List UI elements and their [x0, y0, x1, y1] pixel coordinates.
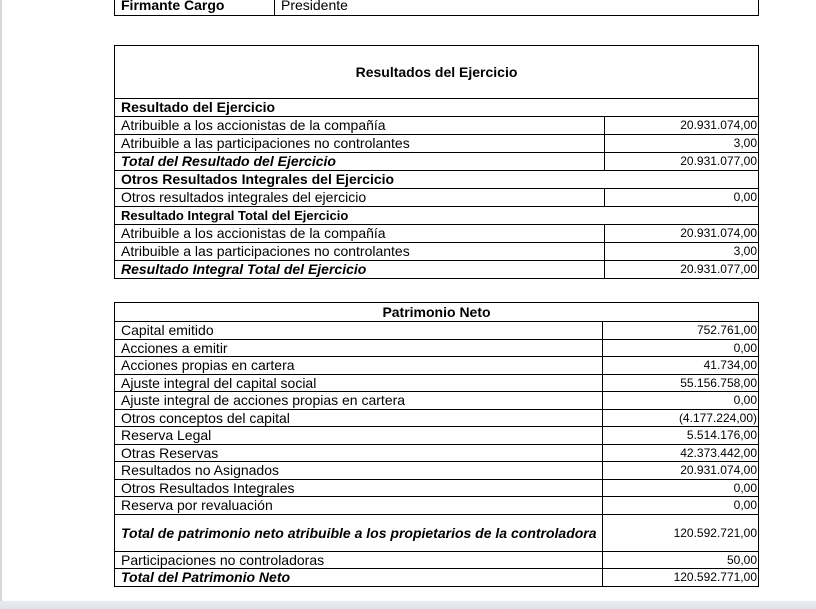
- table-row: [115, 514, 759, 551]
- table-row: [115, 153, 759, 171]
- table-row: [115, 427, 759, 445]
- row-label: Atribuible a las participaciones no controlantes: [115, 243, 605, 261]
- row-label: Otros resultados integrales del ejercicio: [115, 189, 605, 207]
- row-value: 0,00: [602, 497, 758, 515]
- row-label: Otros Resultados Integrales: [115, 479, 603, 497]
- table-row: [115, 339, 759, 357]
- table-row: [115, 551, 759, 569]
- resultados-table: [114, 45, 759, 279]
- section-resultado-integral-total: Resultado Integral Total del Ejercicio: [115, 207, 759, 225]
- resultados-title: Resultados del Ejercicio: [115, 46, 759, 99]
- table-row: [115, 322, 759, 340]
- patrimonio-table: [114, 302, 759, 587]
- table-row: [115, 261, 759, 279]
- firmante-cargo-label: Firmante Cargo: [115, 0, 275, 16]
- row-value-total: 20.931.077,00: [604, 261, 758, 279]
- table-row: [115, 117, 759, 135]
- table-row: [115, 409, 759, 427]
- row-label-total: Total del Patrimonio Neto: [115, 569, 603, 587]
- table-row: [115, 357, 759, 375]
- row-value: 50,00: [602, 551, 758, 569]
- row-label: Otros conceptos del capital: [115, 409, 603, 427]
- section-resultado-ejercicio: Resultado del Ejercicio: [121, 99, 276, 115]
- row-value: 5.514.176,00: [602, 427, 758, 445]
- row-label: Atribuible a las participaciones no controlantes: [115, 135, 605, 153]
- row-value: 3,00: [604, 243, 758, 261]
- row-value: 0,00: [602, 392, 758, 410]
- row-label-total: Total de patrimonio neto atribuible a los propietarios de la controladora: [115, 514, 603, 551]
- table-row: [115, 135, 759, 153]
- table-row: [115, 225, 759, 243]
- table-row: [115, 189, 759, 207]
- row-value: 0,00: [602, 339, 758, 357]
- row-value: 20.931.074,00: [604, 225, 758, 243]
- row-label: Acciones propias en cartera: [115, 357, 603, 375]
- viewer-bottom-strip: [0, 601, 816, 609]
- table-row: [115, 569, 759, 587]
- row-value: 55.156.758,00: [602, 374, 758, 392]
- row-value: 42.373.442,00: [602, 444, 758, 462]
- row-value: 752.761,00: [696, 323, 757, 338]
- row-label-total: Total del Resultado del Ejercicio: [115, 153, 605, 171]
- table-row: [115, 444, 759, 462]
- row-label: Participaciones no controladoras: [115, 551, 603, 569]
- firmante-cargo-value: Presidente: [275, 0, 759, 16]
- row-value-total: 20.931.077,00: [604, 153, 758, 171]
- table-row: [115, 243, 759, 261]
- row-label: Otras Reservas: [115, 444, 603, 462]
- row-value-total: 120.592.771,00: [602, 569, 758, 587]
- row-label: Ajuste integral del capital social: [115, 374, 603, 392]
- page-left-edge: [0, 0, 2, 609]
- row-value: 3,00: [604, 135, 758, 153]
- row-value-total: 120.592.721,00: [602, 514, 758, 551]
- row-label: Atribuible a los accionistas de la compañía: [115, 117, 605, 135]
- table-row: [115, 374, 759, 392]
- row-value: 0,00: [604, 189, 758, 207]
- row-label: Ajuste integral de acciones propias en cartera: [115, 392, 603, 410]
- table-row: [115, 479, 759, 497]
- row-label: Resultados no Asignados: [115, 462, 603, 480]
- table-row: [115, 0, 759, 16]
- table-row: [115, 497, 759, 515]
- row-value: 41.734,00: [602, 357, 758, 375]
- row-label: Capital emitido: [115, 322, 603, 340]
- row-label: Reserva por revaluación: [115, 497, 603, 515]
- table-row: [115, 462, 759, 480]
- row-label: Reserva Legal: [115, 427, 603, 445]
- table-row: [115, 392, 759, 410]
- section-otros-resultados: Otros Resultados Integrales del Ejercicio: [115, 171, 759, 189]
- row-value: 0,00: [602, 479, 758, 497]
- row-label: Acciones a emitir: [115, 339, 603, 357]
- patrimonio-title: Patrimonio Neto: [115, 303, 759, 322]
- firmante-table: [114, 0, 759, 16]
- row-value: 20.931.074,00: [604, 117, 758, 135]
- row-value: (4.177.224,00): [602, 409, 758, 427]
- row-label-total: Resultado Integral Total del Ejercicio: [115, 261, 605, 279]
- row-label: Atribuible a los accionistas de la compañía: [115, 225, 605, 243]
- row-value: 20.931.074,00: [602, 462, 758, 480]
